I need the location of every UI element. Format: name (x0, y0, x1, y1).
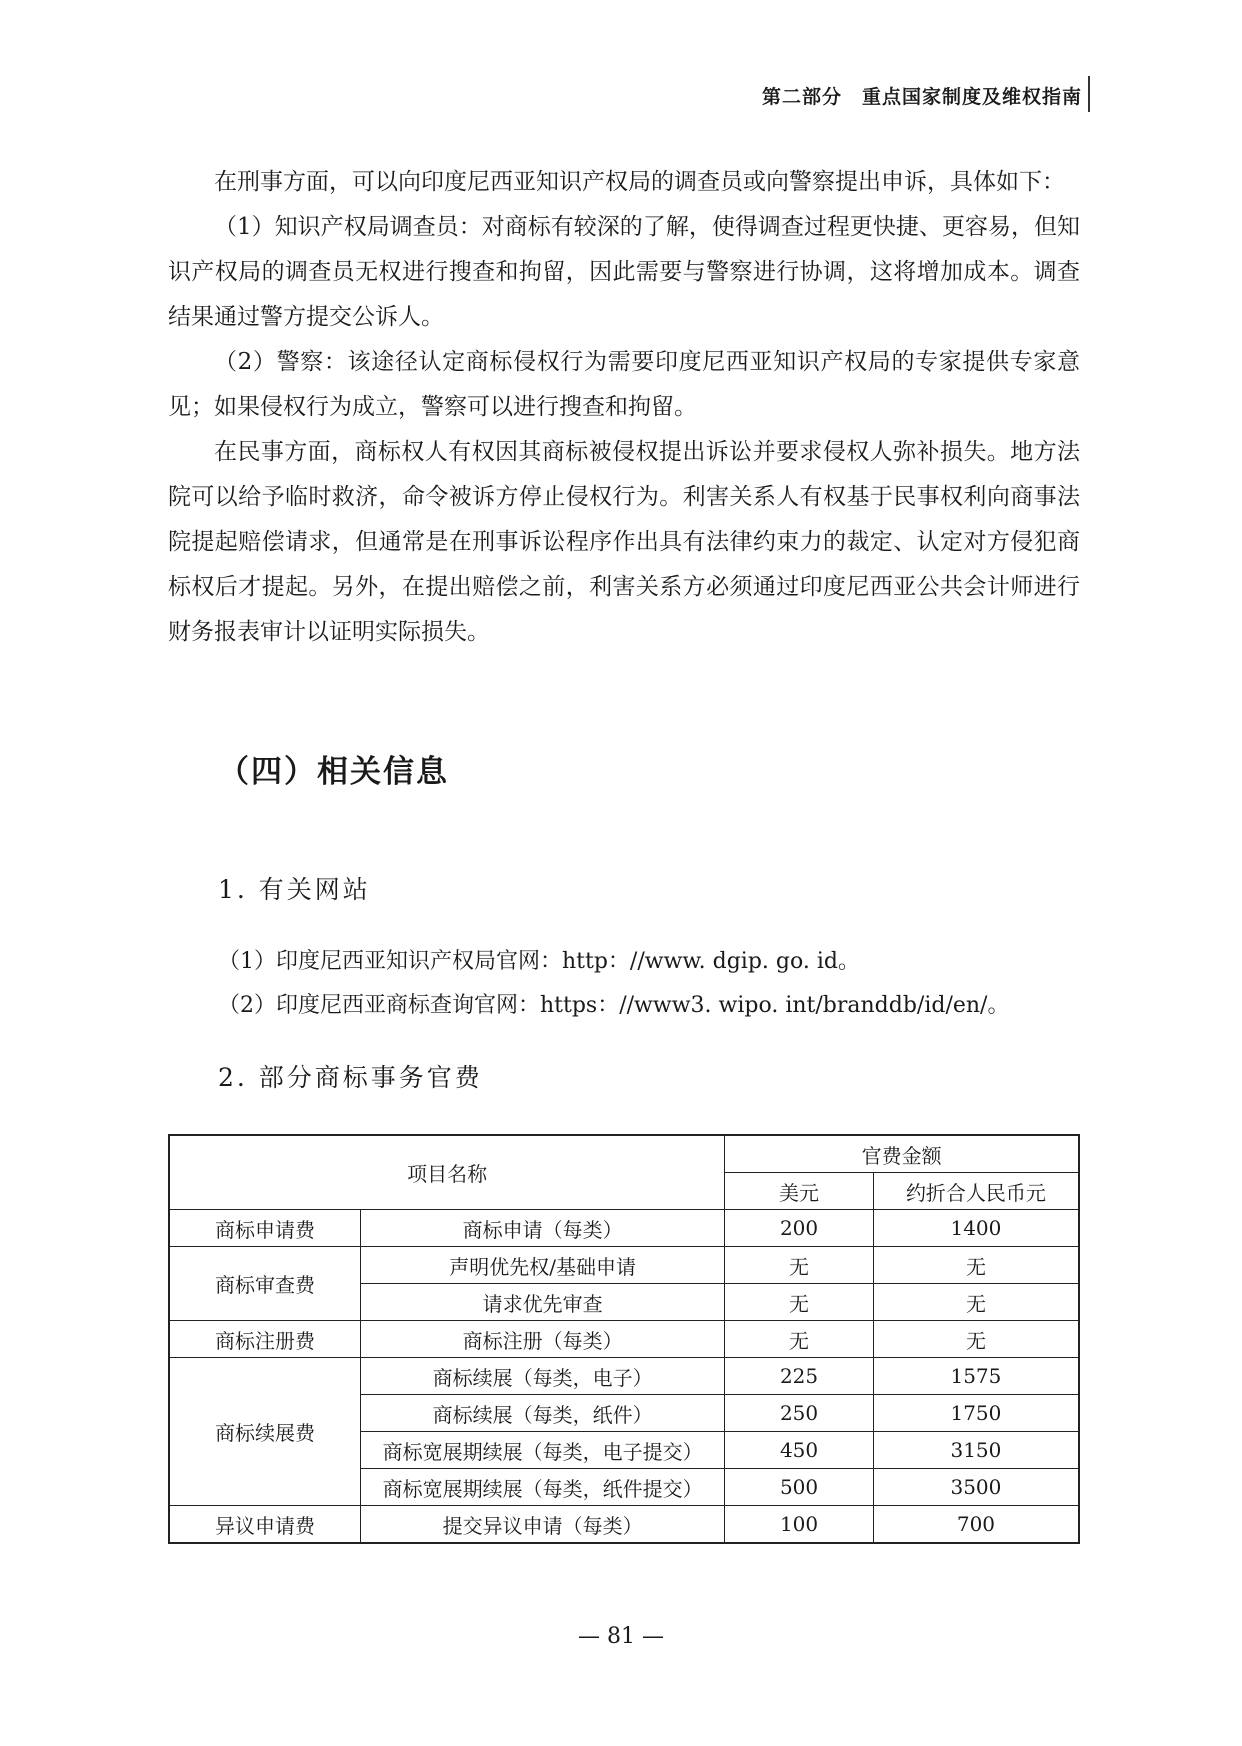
row-usd: 无 (725, 1321, 874, 1358)
row-item: 声明优先权/基础申请 (361, 1247, 725, 1284)
paragraph-ip-investigator: （1）知识产权局调查员：对商标有较深的了解，使得调查过程更快捷、更容易，但知识产权局的调查员无权进行搜查和拘留，因此需要与警察进行协调，这将增加成本。调查结果通过警方提交公诉人。 (168, 214, 1080, 330)
row-usd: 500 (725, 1469, 874, 1506)
row-rmb: 700 (873, 1506, 1079, 1544)
section-title: （四）相关信息 (218, 754, 449, 790)
row-item: 提交异议申请（每类） (361, 1506, 725, 1544)
row-usd: 无 (725, 1247, 874, 1284)
row-item: 请求优先审查 (361, 1284, 725, 1321)
page-number: — 81 — (578, 1624, 664, 1649)
table-row (169, 1321, 1079, 1358)
table-row (169, 1358, 1079, 1395)
row-item: 商标申请（每类） (361, 1210, 725, 1247)
row-rmb: 3500 (873, 1469, 1079, 1506)
websites-title: 1. 有关网站 (218, 875, 371, 904)
row-usd: 450 (725, 1432, 874, 1469)
website-item-dgip: （1）印度尼西亚知识产权局官网：http：//www. dgip. go. id。 (218, 949, 860, 974)
row-rmb: 无 (873, 1247, 1079, 1284)
body-text (168, 160, 1080, 655)
row-item: 商标注册（每类） (361, 1321, 725, 1358)
row-rmb: 1575 (873, 1358, 1079, 1395)
running-header: 第二部分 重点国家制度及维权指南 (761, 86, 1082, 108)
row-rmb: 3150 (873, 1432, 1079, 1469)
row-item: 商标宽展期续展（每类，电子提交） (361, 1432, 725, 1469)
paragraph-civil: 在民事方面，商标权人有权因其商标被侵权提出诉讼并要求侵权人弥补损失。地方法院可以给予临时救济，命令被诉方停止侵权行为。利害关系人有权基于民事权利向商事法院提起赔偿请求，但通常是在刑事诉讼程序作出具有法律约束力的裁定、认定对方侵犯商标权后才提起。另外，在提出赔偿之前，利害关系方必须通过印度尼西亚公共会计师进行财务报表审计以证明实际损失。 (168, 439, 1080, 645)
header-amount: 官费金额 (725, 1135, 1079, 1173)
fees-table (168, 1134, 1080, 1544)
paragraph-police: （2）警察：该途径认定商标侵权行为需要印度尼西亚知识产权局的专家提供专家意见；如果侵权行为成立，警察可以进行搜查和拘留。 (168, 349, 1080, 420)
row-usd: 250 (725, 1395, 874, 1432)
table-row (169, 1247, 1079, 1284)
row-category: 商标审查费 (169, 1247, 361, 1321)
row-usd: 100 (725, 1506, 874, 1544)
fees-title: 2. 部分商标事务官费 (218, 1063, 483, 1092)
row-item: 商标宽展期续展（每类，纸件提交） (361, 1469, 725, 1506)
row-category: 商标注册费 (169, 1321, 361, 1358)
table-row (169, 1506, 1079, 1544)
row-item: 商标续展（每类，电子） (361, 1358, 725, 1395)
row-rmb: 无 (873, 1321, 1079, 1358)
website-item-wipo: （2）印度尼西亚商标查询官网：https：//www3. wipo. int/branddb/id/en/。 (218, 993, 1010, 1018)
table-row (169, 1210, 1079, 1247)
row-usd: 225 (725, 1358, 874, 1395)
row-usd: 无 (725, 1284, 874, 1321)
paragraph-criminal: 在刑事方面，可以向印度尼西亚知识产权局的调查员或向警察提出申诉，具体如下： (214, 169, 1065, 195)
row-rmb: 1400 (873, 1210, 1079, 1247)
row-item: 商标续展（每类，纸件） (361, 1395, 725, 1432)
header-rmb: 约折合人民币元 (873, 1173, 1079, 1210)
header-usd: 美元 (725, 1173, 874, 1210)
header-item-name: 项目名称 (169, 1135, 725, 1210)
row-rmb: 无 (873, 1284, 1079, 1321)
row-category: 商标申请费 (169, 1210, 361, 1247)
row-usd: 200 (725, 1210, 874, 1247)
row-rmb: 1750 (873, 1395, 1079, 1432)
header-divider (1088, 76, 1090, 112)
row-category: 异议申请费 (169, 1506, 361, 1544)
row-category: 商标续展费 (169, 1358, 361, 1506)
